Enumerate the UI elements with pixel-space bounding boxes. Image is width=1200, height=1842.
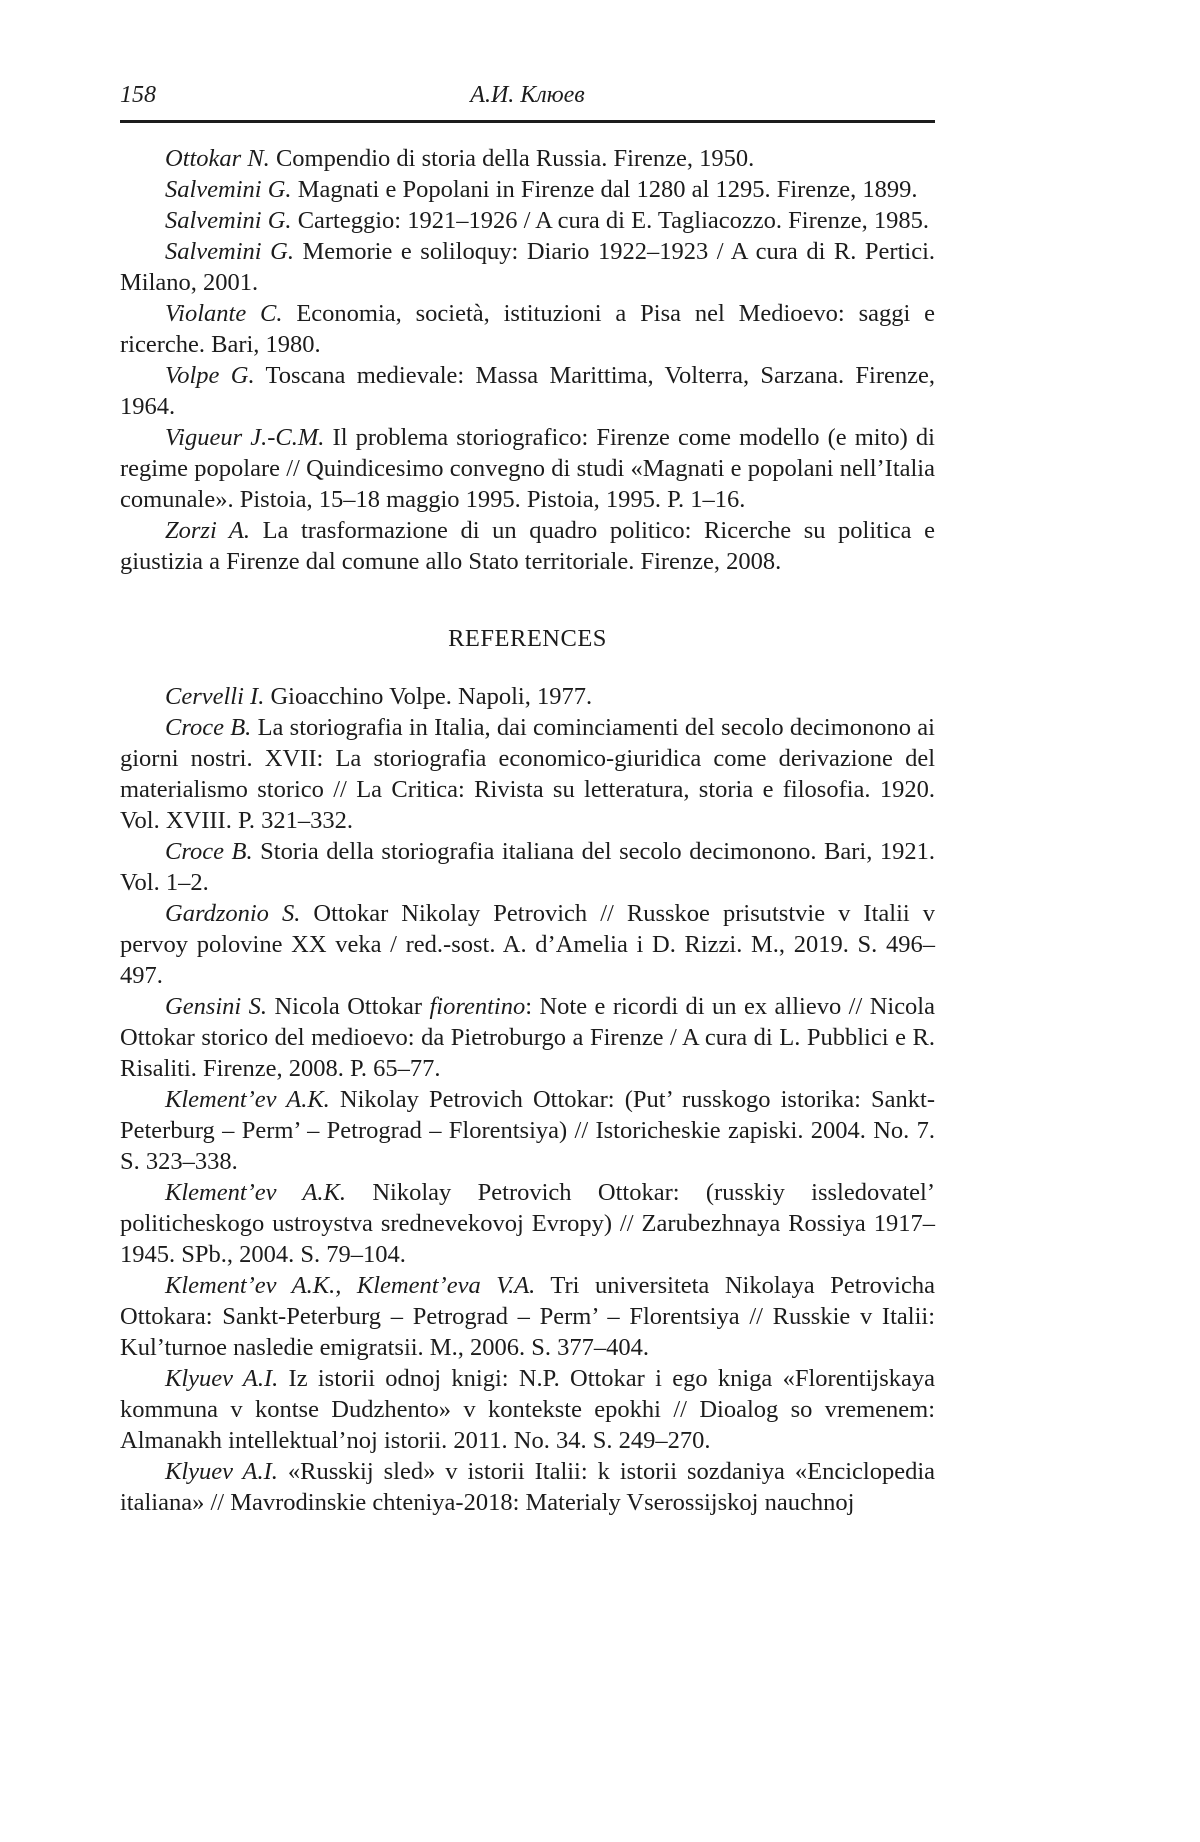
reference-italic-text: Gensini S. (165, 993, 268, 1020)
bibliography (120, 143, 935, 1518)
reference-text: La trasformazione di un quadro politico: Ricerche su politica e giustizia a Firenze dal comune allo Stato territoriale. Firenze, 2008. (120, 517, 935, 575)
reference-italic-text: Violante C. (165, 300, 283, 327)
reference-italic-text: Gardzonio S. (165, 900, 301, 927)
reference-italic-text: Salvemini G. (165, 207, 292, 234)
reference-entry (120, 1456, 935, 1518)
reference-entry (120, 991, 935, 1084)
reference-text: Iz istorii odnoj knigi: N.P. Ottokar i ego kniga «Florentijskaya kommuna v kontse Dudzhento» v kontekste epokhi // Dioalog so vremenem: Almanakh intellektual’noj istorii. 2011. No. 34. S. 249–270. (120, 1365, 936, 1454)
reference-text: La storiografia in Italia, dai cominciamenti del secolo decimonono ai giorni nostri. XVII: La storiografia economico-giuridica come derivazione del materialismo storico // La Critica: Rivista su letteratura, storia e filosofia. 1920. Vol. XVIII. P. 321–332. (120, 714, 935, 834)
header-rule (120, 120, 935, 123)
reference-entry (120, 174, 935, 205)
bibliography-section (120, 143, 935, 577)
reference-text: Economia, società, istituzioni a Pisa nel Medioevo: saggi e ricerche. Bari, 1980. (120, 300, 935, 358)
reference-entry (120, 298, 935, 360)
reference-italic-text: Salvemini G. (165, 176, 292, 203)
reference-italic-text: Cervelli I. (165, 683, 265, 710)
bibliography-section (120, 623, 935, 1518)
reference-text: Compendio di storia della Russia. Firenze, 1950. (269, 145, 755, 172)
reference-entry (120, 898, 935, 991)
reference-italic-text: Vigueur J.-C.M. (165, 424, 325, 451)
reference-text: Magnati e Popolani in Firenze dal 1280 al 1295. Firenze, 1899. (291, 176, 918, 203)
reference-text: «Russkij sled» v istorii Italii: k istorii sozdaniya «Enciclopedia italiana» // Mavrodinskie chteniya-2018: Materialy Vserossijskoj nauchnoj (120, 1458, 936, 1516)
reference-italic-text: Klement’ev A.K. (165, 1086, 330, 1113)
reference-text: Il problema storiografico: Firenze come modello (e mito) di regime popolare // Quindicesimo convegno di studi «Magnati e popolani nell’Italia comunale». Pistoia, 15–18 maggio 1995. Pistoia, 1995. P. 1–16. (120, 424, 935, 513)
page-header (120, 80, 935, 114)
reference-italic-text: Ottokar N. (165, 145, 270, 172)
reference-italic-text: Klement’ev A.K., Klement’eva V.A. (165, 1272, 536, 1299)
reference-italic-text: Salvemini G. (165, 238, 294, 265)
reference-text: Gioacchino Volpe. Napoli, 1977. (264, 683, 593, 710)
reference-text: : Note e ricordi di un ex allievo // Nicola Ottokar storico del medioevo: da Pietroburgo a Firenze / A cura di L. Pubblici e R. Risaliti. Firenze, 2008. P. 65–77. (120, 993, 935, 1082)
reference-text: Nikolay Petrovich Ottokar: (russkiy issledovatel’ politicheskogo ustroystva srednevekovoj Evropy) // Zarubezhnaya Rossiya 1917–1945. SPb., 2004. S. 79–104. (120, 1179, 935, 1268)
reference-entry (120, 515, 935, 577)
reference-text: Tri universiteta Nikolaya Petrovicha Ottokara: Sankt-Peterburg – Petrograd – Perm’ – Florentsiya // Russkie v Italii: Kul’turnoe nasledie emigratsii. M., 2006. S. 377–404. (120, 1272, 935, 1361)
reference-italic-text: Klyuev A.I. (165, 1365, 279, 1392)
reference-entry (120, 422, 935, 515)
reference-entry (120, 1363, 935, 1456)
reference-entry (120, 681, 935, 712)
reference-text: Nikolay Petrovich Ottokar: (Put’ russkogo istorika: Sankt-Peterburg – Perm’ – Petrograd – Florentsiya) // Istoricheskie zapiski. 2004. No. 7. S. 323–338. (120, 1086, 935, 1175)
reference-entry (120, 1177, 935, 1270)
reference-italic-text: Klement’ev A.K. (165, 1179, 347, 1206)
reference-italic-text: Zorzi A. (165, 517, 250, 544)
reference-italic-text: Croce B. (165, 714, 252, 741)
reference-text: Ottokar Nikolay Petrovich // Russkoe prisutstvie v Italii v pervoy polovine XX veka / red.-sost. A. d’Amelia i D. Rizzi. M., 2019. S. 496–497. (120, 900, 935, 989)
reference-text: Toscana medievale: Massa Marittima, Volterra, Sarzana. Firenze, 1964. (120, 362, 935, 420)
reference-entry (120, 236, 935, 298)
reference-entry (120, 836, 935, 898)
section-heading: REFERENCES (448, 625, 607, 652)
reference-italic-text: Volpe G. (165, 362, 255, 389)
reference-italic-text: Croce B. (165, 838, 253, 865)
reference-entry (120, 143, 935, 174)
reference-text: Carteggio: 1921–1926 / A cura di E. Tagliacozzo. Firenze, 1985. (291, 207, 929, 234)
reference-text: Memorie e soliloquy: Diario 1922–1923 / A cura di R. Pertici. Milano, 2001. (120, 238, 936, 296)
reference-italic-text: Klyuev A.I. (165, 1458, 278, 1485)
reference-entry (120, 712, 935, 836)
reference-text: Nicola Ottokar (267, 993, 430, 1020)
reference-entry (120, 1270, 935, 1363)
reference-italic-text: fiorentino (429, 993, 526, 1020)
page-number: 158 (120, 82, 156, 108)
reference-entry (120, 360, 935, 422)
reference-text: Storia della storiografia italiana del secolo decimonono. Bari, 1921. Vol. 1–2. (120, 838, 935, 896)
reference-entry (120, 1084, 935, 1177)
reference-entry (120, 205, 935, 236)
running-title: А.И. Клюев (470, 82, 585, 108)
